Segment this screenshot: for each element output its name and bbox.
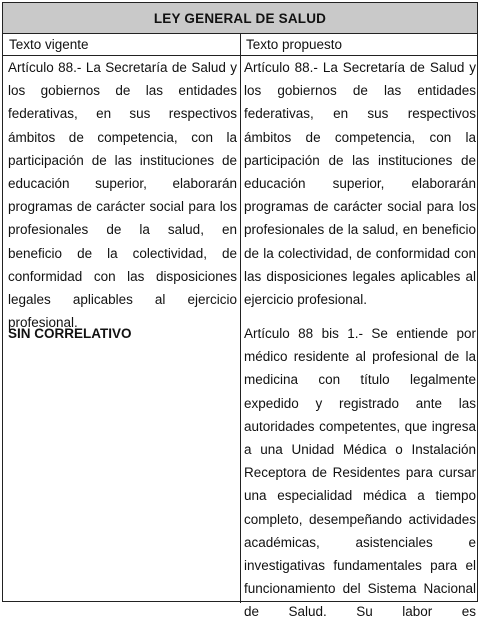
current-no-correlative: SIN CORRELATIVO bbox=[8, 326, 132, 341]
column-header-current: Texto vigente bbox=[9, 37, 89, 52]
comparison-table bbox=[2, 2, 478, 620]
proposed-article-88-bis-1: Artículo 88 bis 1.- Se entiende por médico residente al profesional de la medicina con título legalmente expedido y registrado ante las autoridades competentes, que ingresa a una Unidad Médica o Instalación Receptora de Residentes para cursar una especialidad médica a tiempo completo, desempeñando actividades académicas, asistenciales e investigativas fundamentales para el funcionamiento del Sistema Nacional de Salud. Su labor es bbox=[244, 326, 476, 620]
column-header-proposed: Texto propuesto bbox=[246, 37, 343, 52]
current-article-88: Artículo 88.- La Secretaría de Salud y los gobiernos de las entidades federativas, en sus respectivos ámbitos de competencia, con la participación de las instituciones de educación superior, elaborarán programas de carácter social para los profesionales de la salud, en beneficio de la colectividad, de conformidad con las disposiciones legales aplicables al ejercicio profesional. bbox=[8, 60, 237, 331]
proposed-article-88: Artículo 88.- La Secretaría de Salud y los gobiernos de las entidades federativas, en sus respectivos ámbitos de competencia, con la participación de las instituciones de educación superior, elaborarán programas de carácter social para los profesionales de la salud, en beneficio de la colectividad, de conformidad con las disposiciones legales aplicables al ejercicio profesional. bbox=[244, 60, 476, 308]
table-title: LEY GENERAL DE SALUD bbox=[3, 3, 477, 34]
column-divider bbox=[240, 33, 241, 603]
